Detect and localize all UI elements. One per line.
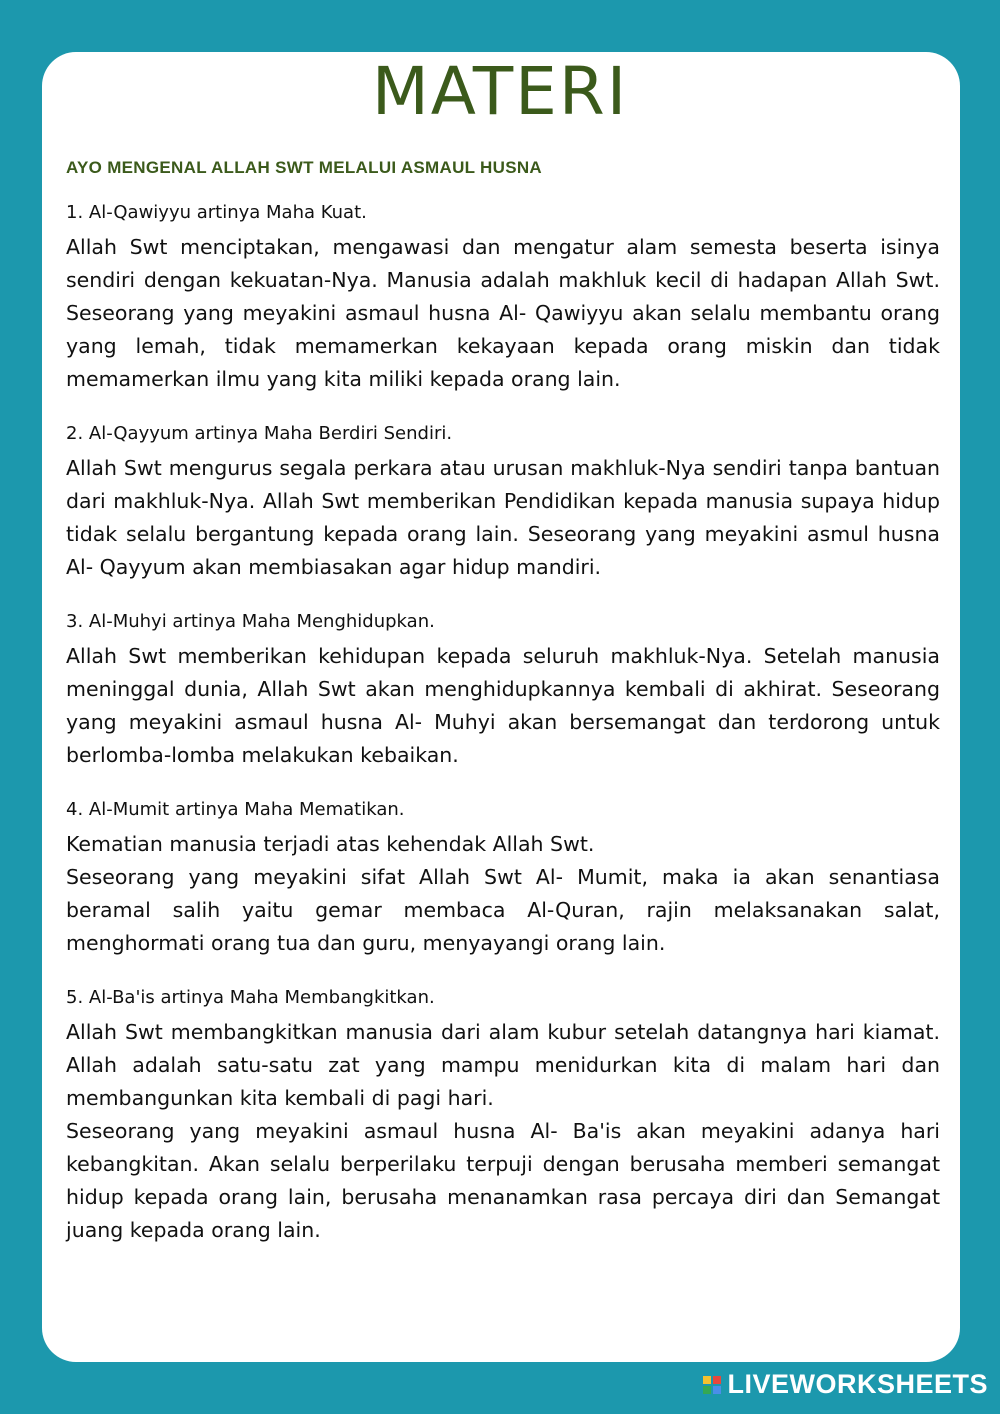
section-title: 3. Al-Muhyi artinya Maha Menghidupkan. (66, 611, 435, 632)
section-paragraph: Allah Swt membangkitkan manusia dari alam kubur setelah datangnya hari kiamat. Allah adalah satu-satu zat yang mampu menidurkan kita di malam hari dan membangunkan kita kembali di pagi hari. (66, 1020, 940, 1110)
section-title: 2. Al-Qayyum artinya Maha Berdiri Sendiri. (66, 423, 453, 444)
section-paragraph: Allah Swt menciptakan, mengawasi dan mengatur alam semesta beserta isinya sendiri dengan kekuatan-Nya. Manusia adalah makhluk kecil di hadapan Allah Swt. Seseorang yang meyakini asmaul husna Al- Qawiyyu akan selalu membantu orang yang lemah, tidak memamerkan kekayaan kepada orang miskin dan tidak memamerkan ilmu yang kita miliki kepada orang lain. (66, 235, 940, 391)
section-paragraph: Seseorang yang meyakini asmaul husna Al- Ba'is akan meyakini adanya hari kebangkitan. Akan selalu berperilaku terpuji dengan berusaha memberi semangat hidup kepada orang lain, berusaha menanamkan rasa percaya diri dan Semangat juang kepada orang lain. (66, 1119, 940, 1242)
section-al-qawiyyu (66, 199, 940, 396)
liveworksheets-brand: LIVEWORKSHEETS (727, 1369, 988, 1399)
liveworksheets-logo-icon (703, 1376, 721, 1394)
section-al-mumit (66, 796, 940, 960)
section-paragraph: Allah Swt memberikan kehidupan kepada seluruh makhluk-Nya. Setelah manusia meninggal dunia, Allah Swt akan menghidupkannya kembali di akhirat. Seseorang yang meyakini asmaul husna Al- Muhyi akan bersemangat dan terdorong untuk berlomba-lomba melakukan kebaikan. (66, 644, 940, 767)
page-subtitle: AYO MENGENAL ALLAH SWT MELALUI ASMAUL HUSNA (66, 158, 542, 177)
section-al-muhyi (66, 608, 940, 772)
logo-square-red (713, 1376, 721, 1384)
liveworksheets-logo[interactable] (703, 1369, 988, 1400)
section-paragraph: Kematian manusia terjadi atas kehendak Allah Swt. (66, 832, 595, 856)
page-title: MATERI (371, 53, 629, 130)
section-al-bais (66, 984, 940, 1247)
section-title: 1. Al-Qawiyyu artinya Maha Kuat. (66, 202, 367, 223)
section-paragraph: Allah Swt mengurus segala perkara atau urusan makhluk-Nya sendiri tanpa bantuan dari makhluk-Nya. Allah Swt memberikan Pendidikan kepada manusia supaya hidup tidak selalu bergantung kepada orang lain. Seseorang yang meyakini asmul husna Al- Qayyum akan membiasakan agar hidup mandiri. (66, 456, 940, 579)
section-paragraph: Seseorang yang meyakini sifat Allah Swt Al- Mumit, maka ia akan senantiasa beramal salih yaitu gemar membaca Al-Quran, rajin melaksanakan salat, menghormati orang tua dan guru, menyayangi orang lain. (66, 865, 940, 955)
section-al-qayyum (66, 420, 940, 584)
logo-square-blue (713, 1386, 721, 1394)
section-title: 4. Al-Mumit artinya Maha Mematikan. (66, 799, 405, 820)
content-body (66, 199, 940, 1271)
logo-square-green (703, 1386, 711, 1394)
section-title: 5. Al-Ba'is artinya Maha Membangkitkan. (66, 987, 435, 1008)
logo-square-yellow (703, 1376, 711, 1384)
